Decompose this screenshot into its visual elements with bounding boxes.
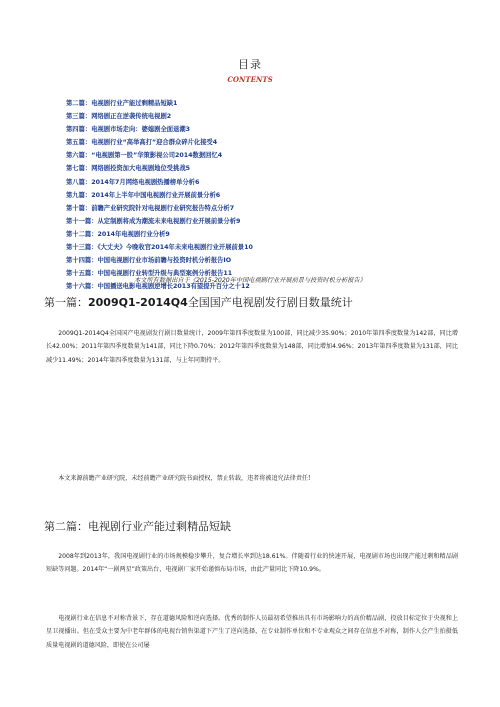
toc-item[interactable]: 第三篇：网络剧正在逆袭传统电视剧2 <box>66 113 172 121</box>
toc-list <box>66 97 446 293</box>
toc-item[interactable]: 第二篇：电视剧行业产能过剩精品短缺1 <box>66 100 178 107</box>
toc-item[interactable]: 第十二篇：2014年电视剧行业分析9 <box>66 230 170 238</box>
toc-item[interactable]: 第五篇：电视剧行业“高举高打”迎合群众碎片化接受4 <box>66 139 218 147</box>
source-note: 本文所有数据出自于《2015-2020年中国电视剧行业开展前景与投资时机分析报告》 <box>134 277 366 284</box>
copyright-notice: 本文来源前瞻产业研究院，未经前瞻产业研究院书面授权，禁止转载，违者将被追究法律责任! <box>58 475 311 482</box>
section2-paragraph-2: 电视剧行业在信息不对称背景下，存在道德风险和逆向选择。优秀的制作人员最初希望推出具有市场影响力的高价精品剧，投放目标定位于央视和上星卫视播出。但在受众主要为中老年群体的电视台销售渠道下产生了逆向选择，在专业制作单位和不专业观众之间存在信息不对称，制作人会产生拍摄低质量电视剧的道德风险，即使在公司屡 <box>46 615 458 649</box>
toc-item[interactable]: 第十一篇：从定制剧将成为潮流未来电视剧行业开展前景分析9 <box>66 217 241 225</box>
section2-paragraph-1: 2008年到2013年，我国电视剧行业的市场规模稳步攀升，复合增长率到达18.61%。伴随着行业的快速开展，电视剧市场也出现产能过剩和精品剧短缺等问题。2014年“一剧两星”政策出台，电视剧厂家开始谨慎布局市场，由此产量同比下降10.9%。 <box>46 553 458 574</box>
toc-subtitle: CONTENTS <box>227 75 273 84</box>
toc-title: 目录 <box>238 58 262 71</box>
toc-item[interactable]: 第十六篇：中国播送电影电视剧逆增长2013有望提升百分之十12 <box>66 283 250 291</box>
toc-item[interactable]: 第十篇：前瞻产业研究院针对电视剧行业研究报告特点分析7 <box>66 204 235 212</box>
toc-item[interactable]: 第九篇：2014年上半年中国电视剧行业开展前景分析6 <box>66 191 221 199</box>
toc-item[interactable]: 第七篇：网络剧投资加大电视剧地位受挑战5 <box>66 165 191 173</box>
toc-item[interactable]: 第四篇：电视剧市场走向：婆媳剧全面退潮3 <box>66 126 191 134</box>
toc-item[interactable]: 第十五篇：中国电视剧行业转型升级与典型案例分析报告11 <box>66 270 233 278</box>
section1-heading-bold: 2009Q1-2014Q4 <box>88 296 188 309</box>
section2-heading: 第二篇：电视剧行业产能过剩精品短缺 <box>44 520 231 533</box>
section1-paragraph: 2009Q1-2014Q4全国国产电视剧发行剧目数量统计，2009年第四季度数量为100部，同比减少35.90%；2010年第四季度数量为142部，同比增长42.00%；2011年第四季度数量为141部，同比下降0.70%；2012年第四季度数量为148部，同比增加4.96%；2013年第四季度数量为131部，同比减少11.49%；2014年第四季度数量为131部，与上年同期持平。 <box>46 330 458 364</box>
toc-item[interactable]: 第八篇：2014年7月网络电视剧热播榜单分析6 <box>66 178 200 186</box>
toc-item[interactable]: 第十四篇：中国电视剧行业市场前瞻与投资时机分析报告IO <box>66 257 232 265</box>
section1-heading-prefix: 第一篇： <box>44 296 88 309</box>
toc-item[interactable]: 第六篇：“电视剧第一股”华策影视公司2014数据回忆4 <box>66 152 223 160</box>
toc-item[interactable]: 第十三篇：《大丈夫》今晚收官2014年未来电视剧行业开展前景10 <box>66 244 253 252</box>
section1-heading <box>44 294 464 310</box>
section1-heading-suffix: 全国国产电视剧发行剧目数量统计 <box>187 296 353 309</box>
